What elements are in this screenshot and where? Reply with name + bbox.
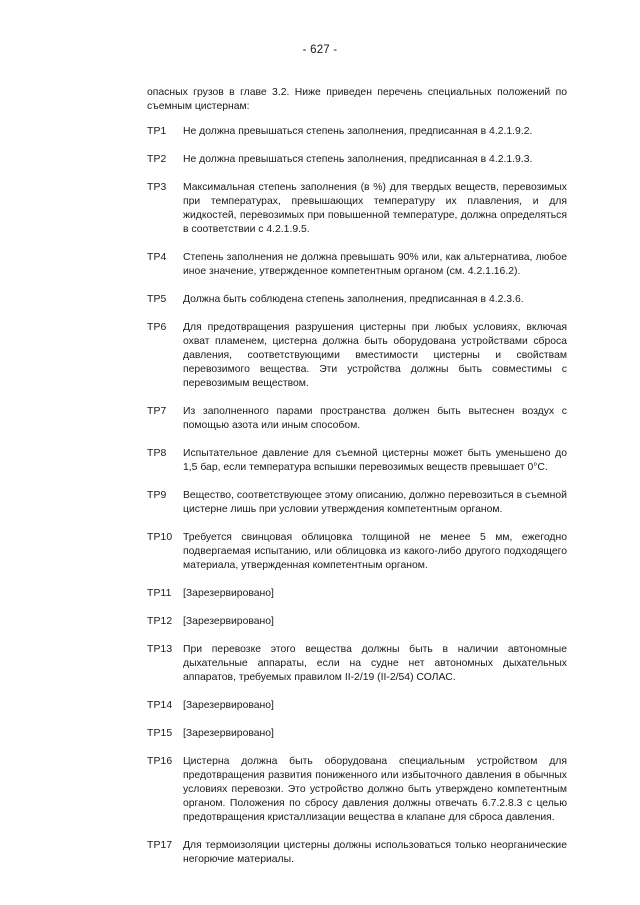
provision-code: TP2 [147,154,167,165]
provision-item [147,727,567,741]
provision-text: Должна быть соблюдена степень заполнения, предписанная в 4.2.3.6. [183,294,524,305]
provision-item [147,531,567,573]
provision-code: TP15 [147,728,173,739]
provision-text: [Зарезервировано] [183,728,274,739]
provision-text: Не должна превышаться степень заполнения, предписанная в 4.2.1.9.3. [183,154,533,165]
provision-text: [Зарезервировано] [183,588,274,599]
provision-item [147,405,567,433]
provision-item [147,321,567,391]
provision-text: Требуется свинцовая облицовка толщиной не менее 5 мм, ежегодно подвергаемая испытанию, или облицовка из какого-либо другого подходящего материала, утвержденная компетентным органом. [183,532,567,571]
provision-text: [Зарезервировано] [183,616,274,627]
provision-item [147,489,567,517]
provision-code: TP11 [147,588,172,599]
provision-code: TP16 [147,756,173,767]
provision-text: Из заполненного парами пространства должен быть вытеснен воздух с помощью азота или иным способом. [183,406,567,431]
provision-code: TP12 [147,616,173,627]
provision-text: Максимальная степень заполнения (в %) для твердых веществ, перевозимых при температурах, превышающих температуру их плавления, и для жидкостей, перевозимых при повышенной температуре, должна определяться в соответствии с 4.2.1.9.5. [183,182,567,235]
provision-code: TP9 [147,490,167,501]
provision-item [147,153,567,167]
provision-text: Не должна превышаться степень заполнения, предписанная в 4.2.1.9.2. [183,126,533,137]
provision-code: TP17 [147,840,173,851]
provision-code: TP4 [147,252,167,263]
provision-code: TP1 [147,126,167,137]
provisions-list [147,125,567,881]
provision-item [147,181,567,237]
provision-text: Для предотвращения разрушения цистерны при любых условиях, включая охват пламенем, цистерна должна быть оборудована устройствами сброса давления, соответствующими вместимости цистерны и свойствам перевозимого вещества. Эти устройства должны быть совместимы с перевозимым веществом. [183,322,567,389]
provision-code: TP10 [147,532,173,543]
provision-text: При перевозке этого вещества должны быть в наличии автономные дыхательные аппараты, если на судне нет автономных дыхательных аппаратов, требуемых правилом II-2/19 (II-2/54) СОЛАС. [183,644,567,683]
provision-text: [Зарезервировано] [183,700,274,711]
provision-code: TP3 [147,182,167,193]
provision-code: TP14 [147,700,173,711]
provision-code: TP6 [147,322,167,333]
intro-paragraph: опасных грузов в главе 3.2. Ниже приведен перечень специальных положений по съемным цистернам: [147,87,567,112]
provision-item [147,251,567,279]
provision-code: TP8 [147,448,167,459]
provision-text: Степень заполнения не должна превышать 90% или, как альтернатива, любое иное значение, утвержденное компетентным органом (см. 4.2.1.16.2). [183,252,567,277]
page-number: - 627 - [302,44,338,56]
provision-item [147,447,567,475]
provision-item [147,643,567,685]
provision-code: TP13 [147,644,173,655]
provision-code: TP7 [147,406,167,417]
provision-text: Испытательное давление для съемной цистерны может быть уменьшено до 1,5 бар, если температура вспышки перевозимых веществ превышает 0°C. [183,448,567,473]
provision-text: Вещество, соответствующее этому описанию, должно перевозиться в съемной цистерне лишь при условии утверждения компетентным органом. [183,490,567,515]
provision-item [147,755,567,825]
provision-code: TP5 [147,294,167,305]
provision-item [147,615,567,629]
provision-item [147,699,567,713]
provision-item [147,125,567,139]
provision-text: Цистерна должна быть оборудована специальным устройством для предотвращения развития пониженного или избыточного давления в обычных условиях перевозки. Это устройство должно быть утверждено компетентным органом. Положения по сбросу давления должны отвечать 6.7.2.8.3 с целью предотвращения кристаллизации вещества в клапане для сброса давления. [183,756,567,823]
provision-text: Для термоизоляции цистерны должны использоваться только неорганические негорючие материалы. [183,840,567,865]
provision-item [147,293,567,307]
provision-item [147,839,567,867]
provision-item [147,587,567,601]
